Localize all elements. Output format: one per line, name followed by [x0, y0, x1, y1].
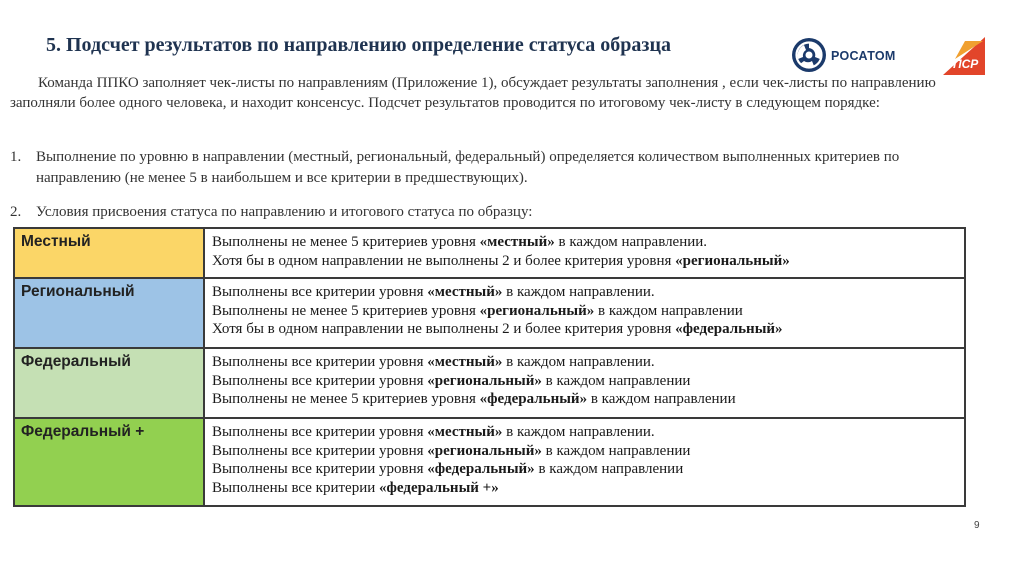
page-number: 9 [974, 520, 980, 531]
condition-line [212, 320, 958, 339]
condition-pre: Выполнены все критерии уровня [212, 442, 428, 459]
condition-post: в каждом направлении. [502, 284, 655, 300]
table-row [14, 278, 965, 348]
condition-post: в каждом направлении [594, 302, 743, 319]
condition-line [212, 442, 958, 461]
condition-pre: Выполнены все критерии уровня [212, 424, 428, 440]
status-label: Региональный [14, 278, 204, 348]
list-item-number: 1. [10, 149, 22, 165]
condition-bold: «федеральный» [427, 461, 535, 477]
status-conditions [204, 348, 965, 418]
condition-pre: Выполнены не менее 5 критериев уровня [212, 302, 480, 319]
condition-line [212, 233, 958, 252]
condition-pre: Выполнены все критерии [212, 479, 380, 496]
condition-bold: «региональный» [427, 442, 542, 459]
condition-line [212, 479, 958, 498]
status-label: Федеральный + [14, 418, 204, 506]
condition-pre: Выполнены не менее 5 критериев уровня [212, 234, 480, 250]
condition-line [212, 372, 958, 391]
condition-bold: «региональный» [675, 252, 790, 269]
status-conditions [204, 278, 965, 348]
condition-pre: Выполнены не менее 5 критериев уровня [212, 391, 480, 407]
list-item-number: 2. [10, 204, 22, 220]
rosatom-logo [791, 37, 921, 77]
condition-bold: «местный» [479, 234, 555, 250]
table-row [14, 228, 965, 278]
status-conditions [204, 228, 965, 278]
status-label: Местный [14, 228, 204, 278]
condition-post: в каждом направлении [534, 461, 684, 477]
list-item-text: Условия присвоения статуса по направлению и итогового статуса по образцу: [36, 204, 533, 220]
table-row [14, 418, 965, 506]
condition-pre: Хотя бы в одном направлении не выполнены 2 и более критерия уровня [212, 321, 676, 337]
condition-bold: «федеральный» [675, 321, 783, 337]
condition-post: в каждом направлении. [502, 424, 655, 440]
condition-bold: «местный» [427, 284, 503, 300]
slide-title: 5. Подсчет результатов по направлению определение статуса образца [46, 34, 671, 56]
condition-pre: Выполнены все критерии уровня [212, 461, 428, 477]
condition-bold: «федеральный +» [379, 479, 499, 496]
status-label: Федеральный [14, 348, 204, 418]
condition-post: в каждом направлении [587, 391, 736, 407]
condition-line [212, 390, 958, 409]
condition-line [212, 283, 958, 302]
condition-line [212, 353, 958, 372]
condition-pre: Хотя бы в одном направлении не выполнены 2 и более критерия уровня [212, 252, 676, 269]
condition-pre: Выполнены все критерии уровня [212, 354, 428, 370]
condition-line [212, 460, 958, 479]
pss-logo [935, 37, 985, 75]
condition-bold: «региональный» [479, 302, 595, 319]
pss-logo-text: ПСР [953, 57, 979, 71]
list-item-text: Выполнение по уровню в направлении (местный, региональный, федеральный) определяется количеством выполненных критериев по направлению (не менее 5 в наибольшем и все критерии в предшествующих). [36, 149, 900, 186]
condition-line [212, 423, 958, 442]
condition-bold: «местный» [427, 354, 503, 370]
condition-post: в каждом направлении. [502, 354, 655, 370]
condition-line [212, 252, 958, 271]
condition-bold: «региональный» [427, 372, 542, 389]
condition-pre: Выполнены все критерии уровня [212, 284, 428, 300]
status-table [13, 227, 966, 507]
rosatom-wordmark: РОСАТОМ [831, 49, 896, 63]
condition-post: в каждом направлении [541, 372, 691, 389]
intro-paragraph: Команда ППКО заполняет чек-листы по направлениям (Приложение 1), обсуждает результаты заполнения , если чек-листы по направлению заполняли более одного человека, и находит консенсус. Подсчет результатов проводится по итоговому чек-листу в следующем порядке: [10, 75, 936, 111]
condition-post: в каждом направлении [541, 442, 691, 459]
rosatom-emblem-icon [791, 37, 827, 73]
condition-line [212, 302, 958, 321]
condition-post: в каждом направлении. [554, 234, 708, 250]
condition-bold: «федеральный» [479, 391, 588, 407]
condition-pre: Выполнены все критерии уровня [212, 372, 428, 389]
status-conditions [204, 418, 965, 506]
condition-bold: «местный» [427, 424, 503, 440]
table-row [14, 348, 965, 418]
